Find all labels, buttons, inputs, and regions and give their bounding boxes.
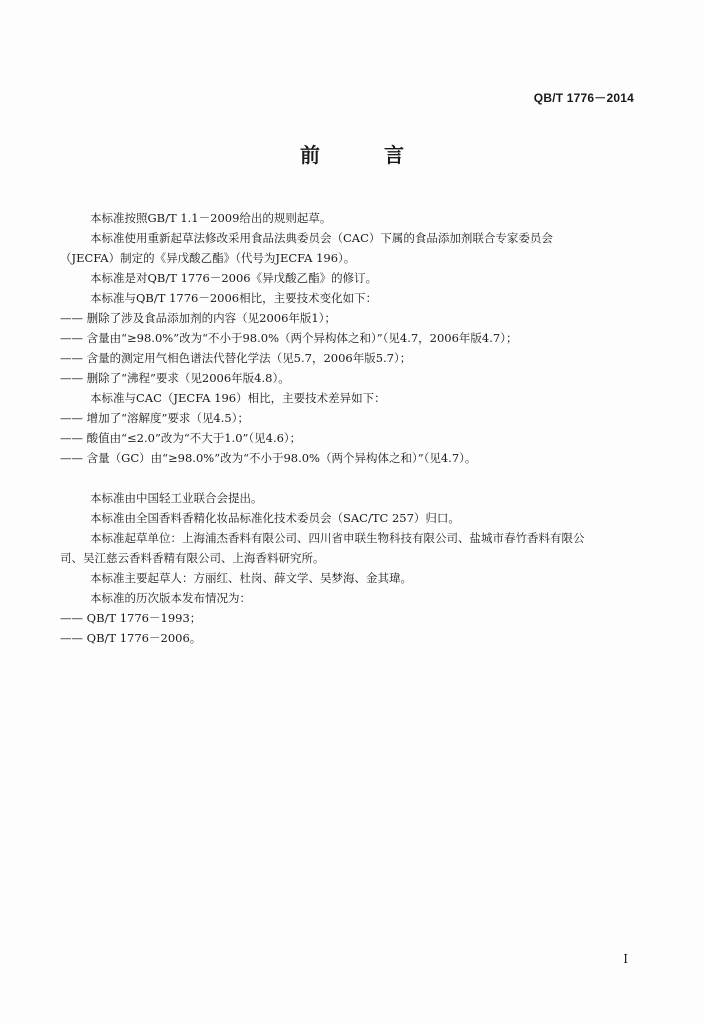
page-title: 前 言: [300, 143, 426, 167]
list-item: —— QB/T 1776－1993；: [60, 611, 202, 625]
list-item: —— 含量（GC）由“≥98.0%”改为“不小于98.0%（两个异构体之和）”（见4.7）。: [60, 451, 477, 465]
paragraph: 本标准是对QB/T 1776－2006《异戊酸乙酯》的修订。: [90, 271, 378, 285]
paragraph: 本标准起草单位：上海浦杰香料有限公司、四川省申联生物科技有限公司、盐城市春竹香料有限公: [90, 531, 585, 545]
list-item: —— 酸值由“≤2.0”改为“不大于1.0”（见4.6）；: [60, 431, 302, 445]
list-item: —— 含量的测定用气相色谱法代替化学法（见5.7，2006年版5.7）；: [60, 351, 412, 365]
paragraph: 本标准的历次版本发布情况为：: [90, 591, 251, 605]
paragraph: 本标准由中国轻工业联合会提出。: [90, 491, 263, 505]
paragraph: 本标准使用重新起草法修改采用食品法典委员会（CAC）下属的食品添加剂联合专家委员会: [90, 231, 553, 245]
paragraph-continuation: （JECFA）制定的《异戊酸乙酯》（代号为JECFA 196）。: [60, 251, 356, 265]
paragraph: 本标准主要起草人：方丽红、杜岗、薛文学、吴梦海、金其瑋。: [90, 571, 412, 585]
paragraph: 本标准与CAC（JECFA 196）相比，主要技术差异如下：: [90, 391, 386, 405]
paragraph-continuation: 司、吴江慈云香料香精有限公司、上海香料研究所。: [60, 551, 325, 565]
paragraph: 本标准与QB/T 1776－2006相比，主要技术变化如下：: [90, 291, 378, 305]
list-item: —— 增加了“溶解度”要求（见4.5）；: [60, 411, 249, 425]
document-body: [60, 208, 636, 648]
list-item: —— 删除了涉及食品添加剂的内容（见2006年版1）；: [60, 311, 336, 325]
list-item: —— 删除了“沸程”要求（见2006年版4.8）。: [60, 371, 290, 385]
paragraph: 本标准按照GB/T 1.1－2009给出的规则起草。: [90, 211, 332, 225]
standard-code: QB/T 1776－2014: [533, 91, 634, 105]
list-item: —— QB/T 1776－2006。: [60, 631, 202, 645]
paragraph: 本标准由全国香料香精化妆品标准化技术委员会（SAC/TC 257）归口。: [90, 511, 460, 525]
page-number: I: [623, 952, 628, 966]
paragraph-gap: [60, 468, 636, 488]
list-item: —— 含量由“≥98.0%”改为“不小于98.0%（两个异构体之和）”（见4.7，2006年版4.7）；: [60, 331, 518, 345]
